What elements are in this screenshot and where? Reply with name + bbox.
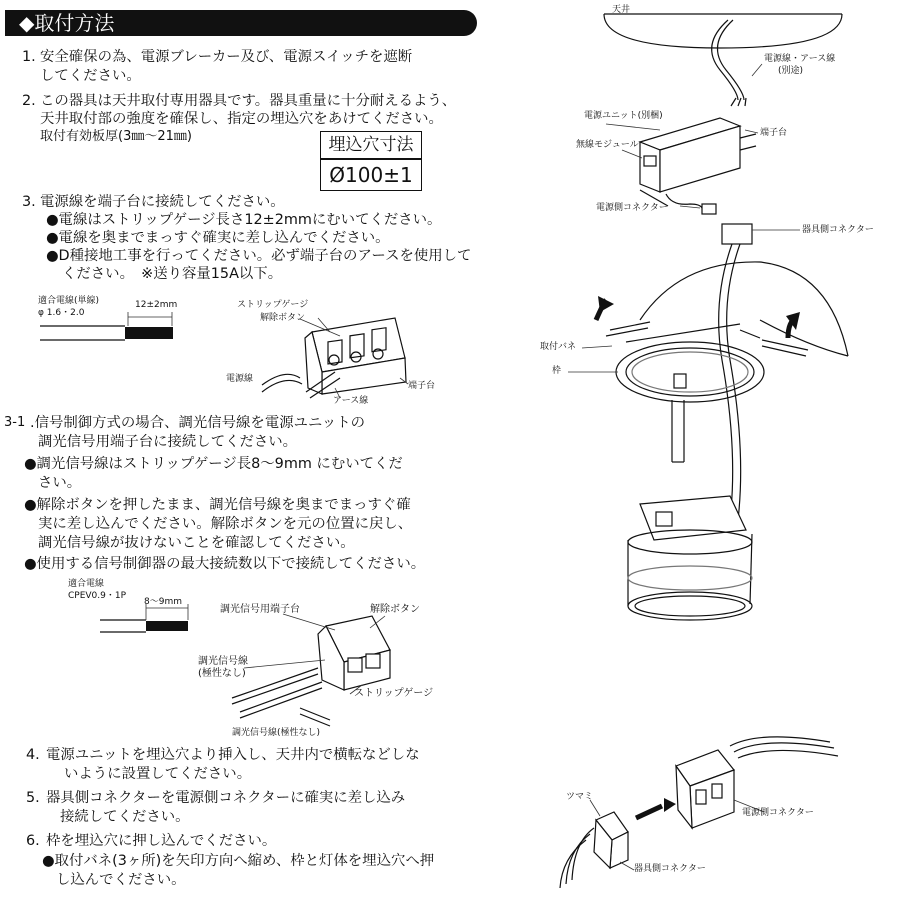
right-power-ground-wire-label: 電源線・アース線 <box>764 54 836 64</box>
step-2-line-2: 天井取付部の強度を確保し、指定の埋込穴をあけてください。 <box>40 111 443 127</box>
fig3-ground-wire-label: アース線 <box>333 396 369 406</box>
step-3-1-bullet-2c: 調光信号線が抜けないことを確認してください。 <box>38 535 355 551</box>
fig31-wire-spec-1: 適合電線 <box>68 579 105 589</box>
fig31-signal-wire-bottom-label: 調光信号線(極性なし) <box>232 728 321 738</box>
bottom-knob-label: ツマミ <box>566 792 594 802</box>
section-header: ◆取付方法 <box>5 10 477 36</box>
step-3-bullet-1: ●電線はストリップゲージ長さ12±2mmにむいてください。 <box>46 212 442 228</box>
step-3-1-line-1: .信号制御方式の場合、調光信号線を電源ユニットの <box>30 415 365 431</box>
step-6-bullet-1a: ●取付バネ(3ヶ所)を矢印方向へ縮め、枠と灯体を埋込穴へ押 <box>42 853 435 869</box>
step-1-line-2: してください。 <box>40 68 141 84</box>
step-3-1-bullet-3: ●使用する信号制御器の最大接続数以下で接続してください。 <box>24 556 426 572</box>
step-4-line-2: いように設置してください。 <box>64 766 252 782</box>
step-2-number: 2. <box>22 93 36 109</box>
step-2-line-3: 取付有効板厚(3㎜～21㎜) <box>40 129 192 144</box>
step-3-1-bullet-2b: 実に差し込んでください。解除ボタンを元の位置に戻し、 <box>38 516 413 532</box>
right-fixture-connector-label: 器具側コネクター <box>802 225 874 235</box>
right-wireless-module-label: 無線モジュール <box>576 140 639 150</box>
step-5-number: 5. <box>26 790 40 806</box>
step-3-1-line-2: 調光信号用端子台に接続してください。 <box>38 434 298 450</box>
cutout-value: Ø100±1 <box>329 163 413 187</box>
step-2-line-1: この器具は天井取付専用器具です。器具重量に十分耐えるよう、 <box>40 93 457 109</box>
step-5-line-2: 接続してください。 <box>60 809 190 825</box>
bottom-fixture-connector-label: 器具側コネクター <box>634 864 706 874</box>
fig31-strip-length: 8～9mm <box>144 597 182 607</box>
step-4-number: 4. <box>26 747 40 763</box>
step-3-number: 3. <box>22 194 36 210</box>
step-3-bullet-3b: ください。 ※送り容量15A以下。 <box>62 266 283 282</box>
fig31-signal-wire-label-2: (極性なし) <box>198 668 246 679</box>
fig31-terminal-label: 調光信号用端子台 <box>220 604 300 615</box>
step-3-1-bullet-2a: ●解除ボタンを押したまま、調光信号線を奥までまっすぐ確 <box>24 497 411 513</box>
step-3-1-bullet-1a: ●調光信号線はストリップゲージ長8～9mm にむいてくだ <box>24 456 403 472</box>
step-1-line-1: 安全確保の為、電源ブレーカー及び、電源スイッチを遮断 <box>40 49 413 65</box>
right-separate-label: (別途) <box>778 66 804 76</box>
step-3-bullet-2: ●電線を奥までまっすぐ確実に差し込んでください。 <box>46 230 390 246</box>
step-3-bullet-3: ●D種接地工事を行ってください。必ず端子台のアースを使用して <box>46 248 472 264</box>
step-6-bullet-1b: し込んでください。 <box>56 872 186 888</box>
right-frame-label: 枠 <box>552 366 562 376</box>
step-6-line-1: 枠を埋込穴に押し込んでください。 <box>46 833 277 849</box>
right-power-unit-label: 電源ユニット(別梱) <box>584 111 663 121</box>
fig3-strip-gauge-label: ストリップゲージ <box>237 300 309 310</box>
step-6-number: 6. <box>26 833 40 849</box>
right-power-connector-label: 電源側コネクター <box>596 203 668 213</box>
fig31-release-button-label: 解除ボタン <box>370 604 420 615</box>
cutout-label: 埋込穴寸法 <box>328 135 414 155</box>
fig3-strip-length: 12±2mm <box>135 300 178 310</box>
fig3-release-button-label: 解除ボタン <box>260 313 306 323</box>
right-spring-label: 取付バネ <box>540 342 577 352</box>
step-3-line-1: 電源線を端子台に接続してください。 <box>40 194 285 210</box>
fig3-wire-spec-2: φ 1.6・2.0 <box>38 308 85 318</box>
fig31-signal-wire-label-1: 調光信号線 <box>198 656 248 667</box>
fig31-strip-gauge-label: ストリップゲージ <box>354 688 434 699</box>
step-5-line-1: 器具側コネクターを電源側コネクターに確実に差し込み <box>46 790 406 806</box>
step-4-line-1: 電源ユニットを埋込穴より挿入し、天井内で横転などしな <box>46 747 420 763</box>
right-ceiling-label: 天井 <box>612 5 631 15</box>
step-3-1-number: 3-1 <box>4 415 26 430</box>
bottom-power-connector-label: 電源側コネクター <box>742 808 814 818</box>
step-1-number: 1. <box>22 49 36 65</box>
step-3-1-bullet-1b: さい。 <box>38 475 82 491</box>
fig3-terminal-label: 端子台 <box>408 381 436 391</box>
fig31-wire-spec-2: CPEV0.9・1P <box>68 591 127 601</box>
right-terminal-label: 端子台 <box>760 128 788 138</box>
fig3-wire-spec-1: 適合電線(単線) <box>38 296 100 306</box>
fig3-power-wire-label: 電源線 <box>226 374 254 384</box>
